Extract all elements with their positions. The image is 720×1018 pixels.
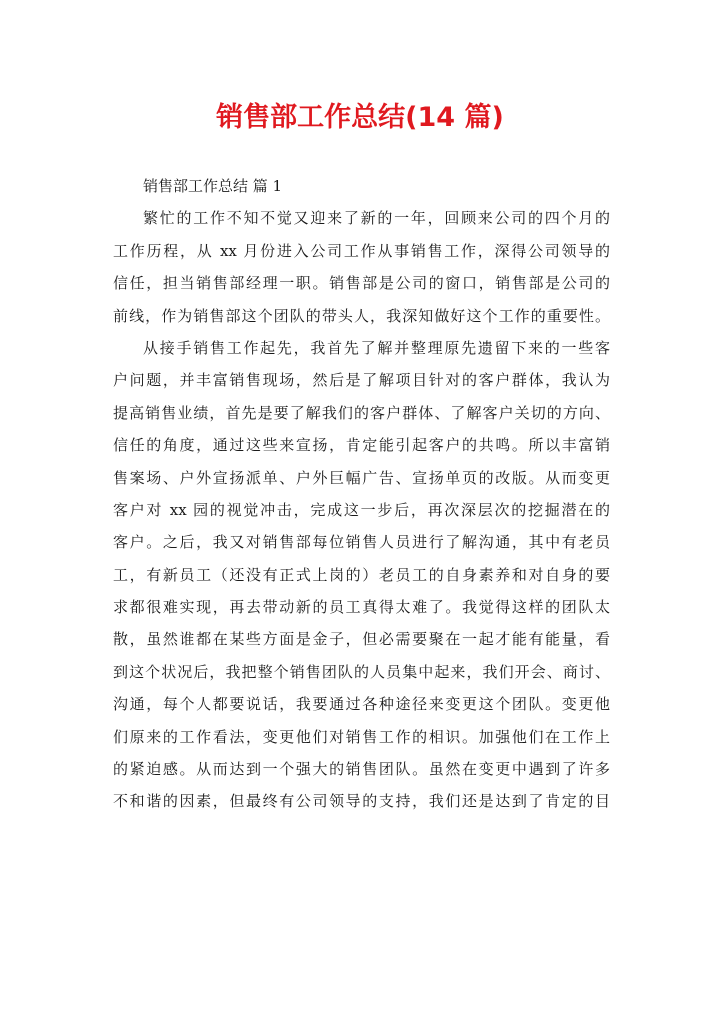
section-heading: 销售部工作总结 篇 1 <box>143 177 283 195</box>
paragraph-line: 信任，担当销售部经理一职。销售部是公司的窗口，销售部是公司的 <box>113 274 610 293</box>
paragraph-line: 到这个状况后，我把整个销售团队的人员集中起来，我们开会、商讨、 <box>113 662 610 681</box>
paragraph-line: 沟通，每个人都要说话，我要通过各种途径来变更这个团队。变更他 <box>113 695 610 714</box>
document-body <box>113 170 610 818</box>
paragraph-line: 从接手销售工作起先，我首先了解并整理原先遗留下来的一些客 <box>143 338 610 357</box>
paragraph-line: 户问题，并丰富销售现场，然后是了解项目针对的客户群体，我认为 <box>113 371 610 390</box>
paragraph-line: 工，有新员工（还没有正式上岗的）老员工的自身素养和对自身的要 <box>113 565 610 584</box>
paragraph-line: 散，虽然谁都在某些方面是金子，但必需要聚在一起才能有能量，看 <box>113 630 610 649</box>
paragraph-line: 繁忙的工作不知不觉又迎来了新的一年，回顾来公司的四个月的 <box>143 209 610 228</box>
paragraph-line: 客户。之后，我又对销售部每位销售人员进行了解沟通，其中有老员 <box>113 533 610 552</box>
paragraph-line: 工作历程，从 xx 月份进入公司工作从事销售工作，深得公司领导的 <box>113 241 610 260</box>
paragraph-line: 售案场、户外宣扬派单、户外巨幅广告、宣扬单页的改版。从而变更 <box>113 468 610 487</box>
paragraph-line: 们原来的工作看法，变更他们对销售工作的相识。加强他们在工作上 <box>113 727 610 746</box>
paragraph-line: 不和谐的因素，但最终有公司领导的支持，我们还是达到了肯定的目 <box>113 792 610 811</box>
document-title: 销售部工作总结(14 篇) <box>216 102 504 133</box>
paragraph-line: 信任的角度，通过这些来宣扬，肯定能引起客户的共鸣。所以丰富销 <box>113 436 610 455</box>
paragraph-line: 前线，作为销售部这个团队的带头人，我深知做好这个工作的重要性。 <box>113 306 610 325</box>
paragraph-line: 的紧迫感。从而达到一个强大的销售团队。虽然在变更中遇到了许多 <box>113 760 610 779</box>
paragraph-line: 客户对 xx 园的视觉冲击，完成这一步后，再次深层次的挖掘潜在的 <box>113 500 610 519</box>
paragraph-line: 求都很难实现，再去带动新的员工真得太难了。我觉得这样的团队太 <box>113 598 610 617</box>
paragraph-line: 提高销售业绩，首先是要了解我们的客户群体、了解客户关切的方向、 <box>113 403 610 422</box>
